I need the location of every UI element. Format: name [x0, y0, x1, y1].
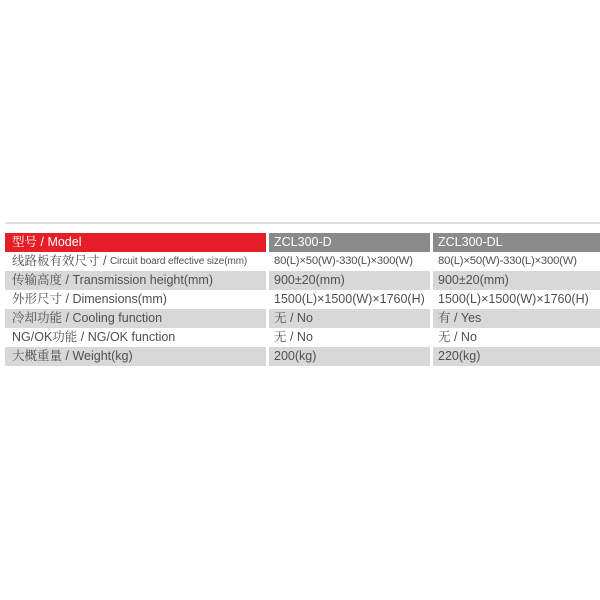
label-separator: / [62, 311, 73, 325]
spec-row-label-board-size [5, 252, 266, 271]
spec-row-label-transmission-height [5, 271, 266, 290]
model-header-zh: 型号 [12, 235, 38, 249]
spec-value-weight-zcl300-d: 200(kg) [269, 347, 430, 366]
spec-value-dimensions-zcl300-d: 1500(L)×1500(W)×1760(H) [269, 290, 430, 309]
column-header-zcl300-dl: ZCL300-DL [433, 233, 600, 252]
spec-value-weight-zcl300-dl: 220(kg) [433, 347, 600, 366]
label-zh: 大概重量 [12, 349, 63, 363]
label-en: NG/OK function [87, 330, 176, 344]
label-en: Cooling function [72, 311, 163, 325]
spec-value-transmission-height-zcl300-d: 900±20(mm) [269, 271, 430, 290]
spec-row-label-cooling-function [5, 309, 266, 328]
label-en: Dimensions(mm) [72, 292, 167, 306]
label-zh: 传输高度 [12, 273, 63, 287]
spec-value-transmission-height-zcl300-dl: 900±20(mm) [433, 271, 600, 290]
spec-value-board-size-zcl300-d: 80(L)×50(W)-330(L)×300(W) [269, 252, 430, 271]
model-header-cell [5, 233, 266, 252]
label-en: Weight(kg) [72, 349, 133, 363]
label-separator: / [37, 235, 48, 249]
spec-row-label-weight [5, 347, 266, 366]
label-zh: 线路板有效尺寸 [12, 254, 100, 268]
label-separator: / [99, 254, 110, 268]
spec-value-board-size-zcl300-dl: 80(L)×50(W)-330(L)×300(W) [433, 252, 600, 271]
column-header-zcl300-d: ZCL300-D [269, 233, 430, 252]
spec-row-label-ngok-function [5, 328, 266, 347]
label-en: Transmission height(mm) [72, 273, 213, 287]
label-separator: / [77, 330, 88, 344]
label-separator: / [62, 273, 73, 287]
model-header-en: Model [47, 235, 82, 249]
spec-value-ngok-zcl300-dl: 无 / No [433, 328, 600, 347]
label-separator: / [62, 292, 73, 306]
spec-row-label-dimensions [5, 290, 266, 309]
label-zh: 冷却功能 [12, 311, 63, 325]
spec-value-cooling-zcl300-dl: 有 / Yes [433, 309, 600, 328]
label-en: Circuit board effective size(mm) [109, 256, 248, 267]
spec-table [5, 233, 600, 366]
label-zh: 外形尺寸 [12, 292, 63, 306]
spec-value-dimensions-zcl300-dl: 1500(L)×1500(W)×1760(H) [433, 290, 600, 309]
label-zh: NG/OK功能 [12, 330, 78, 344]
spec-value-ngok-zcl300-d: 无 / No [269, 328, 430, 347]
label-separator: / [62, 349, 73, 363]
divider-line [5, 222, 600, 224]
spec-value-cooling-zcl300-d: 无 / No [269, 309, 430, 328]
